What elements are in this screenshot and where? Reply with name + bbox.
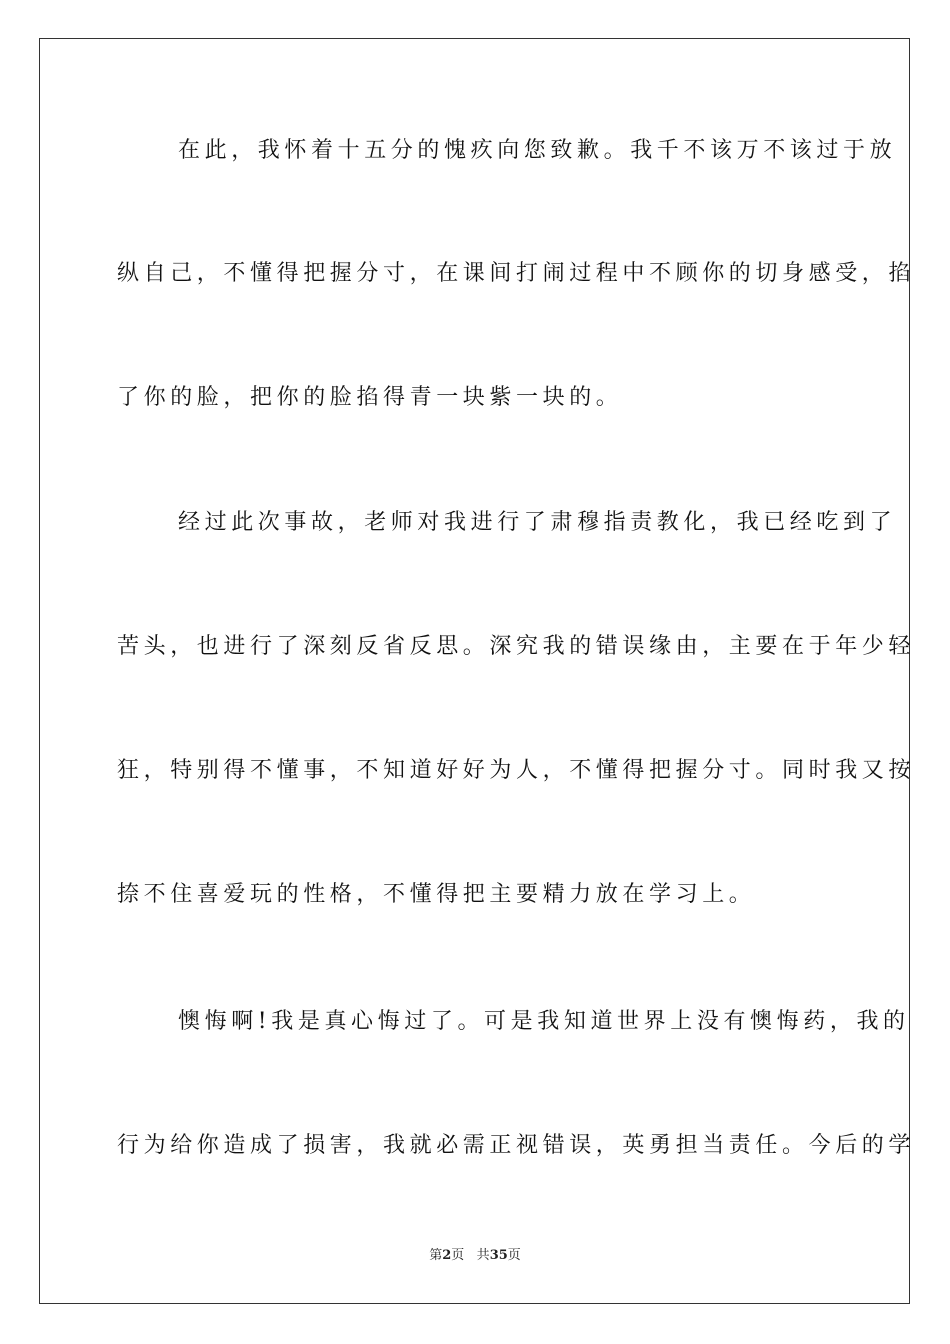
page-border [39,38,916,1304]
total-pages: 35 [489,1248,508,1263]
page-footer [0,1246,950,1266]
total-prefix: 共 [476,1248,490,1263]
paragraph-2-line-2: 苦头，也进行了深刻反省反思。深究我的错误缘由，主要在于年少轻 [117,634,916,659]
paragraph-2-line-4: 捺不住喜爱玩的性格，不懂得把主要精力放在学习上。 [117,882,756,907]
page-prefix: 第 [429,1248,443,1263]
paragraph-1-line-3: 了你的脸，把你的脸掐得青一块紫一块的。 [117,385,623,410]
paragraph-3-line-1: 懊悔啊!我是真心悔过了。可是我知道世界上没有懊悔药，我的 [178,1009,910,1034]
page-number: 2 [442,1248,452,1263]
paragraph-1-line-2: 纵自己，不懂得把握分寸，在课间打闹过程中不顾你的切身感受，掐 [117,261,916,286]
paragraph-2-line-3: 狂，特别得不懂事，不知道好好为人，不懂得把握分寸。同时我又按 [117,758,916,783]
paragraph-2-line-1: 经过此次事故，老师对我进行了肃穆指责教化，我已经吃到了 [178,510,897,535]
total-suffix: 页 [507,1248,521,1263]
page-suffix: 页 [451,1248,465,1263]
paragraph-3-line-2: 行为给你造成了损害，我就必需正视错误，英勇担当责任。今后的学 [117,1133,916,1158]
paragraph-1-line-1: 在此，我怀着十五分的愧疚向您致歉。我千不该万不该过于放 [178,138,897,163]
